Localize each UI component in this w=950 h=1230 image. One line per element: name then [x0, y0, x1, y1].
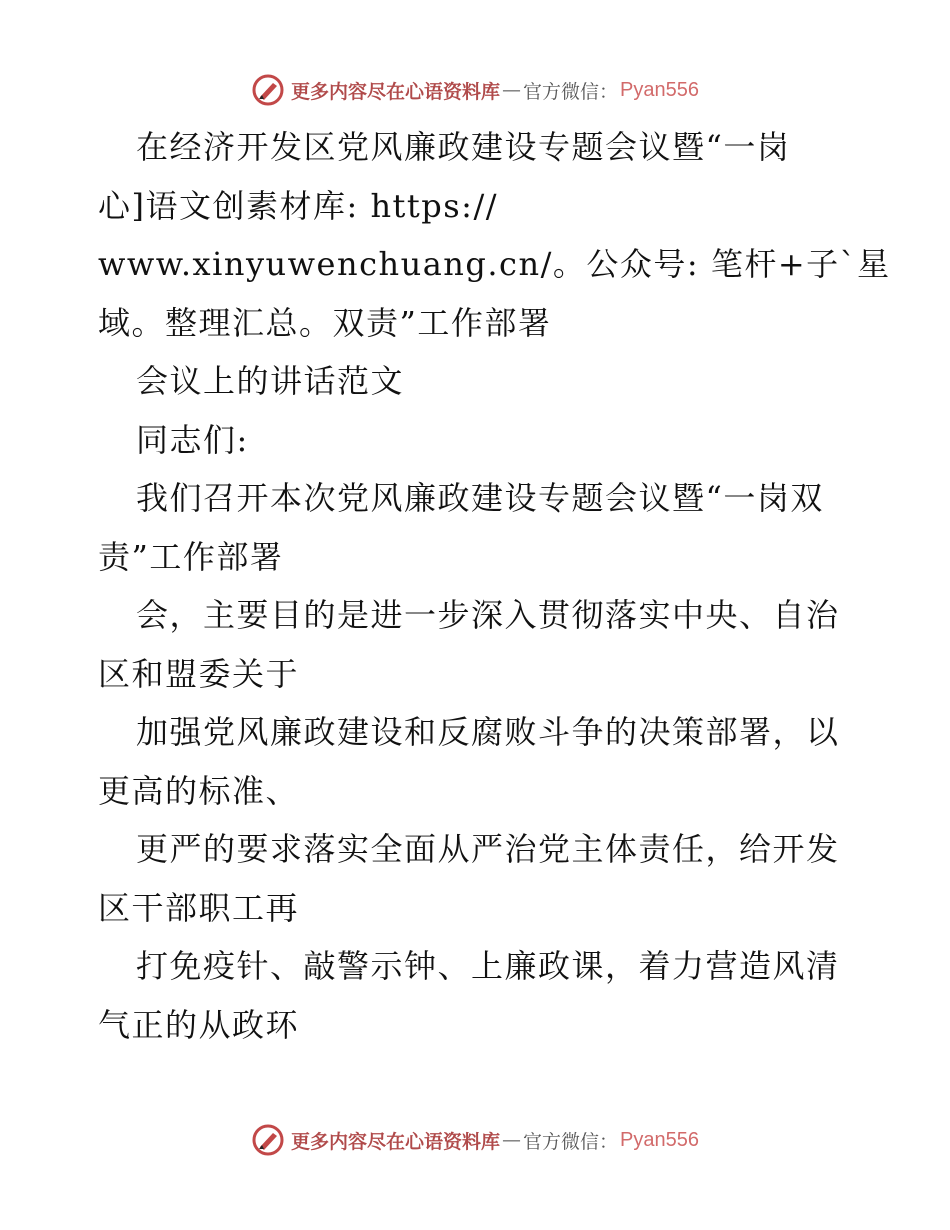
banner-id: Pyan556: [620, 78, 699, 101]
text-line: [98, 177, 858, 236]
header-watermark: [0, 70, 950, 110]
footer-watermark: [0, 1120, 950, 1160]
text-line: [98, 235, 891, 294]
banner-brand: 更多内容尽在心语资料库: [291, 80, 501, 103]
text-line: 会议上的讲话范文: [136, 362, 405, 400]
text-line: 责”工作部署: [98, 537, 284, 576]
document-body: [98, 118, 891, 1054]
text-line: 加强党风廉政建设和反腐败斗争的决策部署，以: [136, 713, 840, 751]
text-line: 更高的标准、: [98, 771, 300, 810]
banner-label: 官方微信：: [523, 1130, 619, 1153]
text-line: 气正的从政环: [98, 1005, 300, 1044]
text-segment: 心]语文创素材库: https://: [98, 186, 499, 225]
banner-label: 官方微信：: [523, 80, 619, 103]
text-segment: www.xinyuwenchuang.cn/。公众号: 笔杆+子`星: [98, 245, 891, 283]
text-line: 会，主要目的是进一步深入贯彻落实中央、自治: [136, 596, 840, 634]
text-line: 区和盟委关于: [98, 654, 300, 693]
banner-separator: —: [502, 1129, 522, 1151]
brand-logo-icon: [251, 73, 285, 107]
text-line: 更严的要求落实全面从严治党主体责任，给开发: [136, 830, 840, 868]
text-line: 我们召开本次党风廉政建设专题会议暨“一岗双: [136, 479, 824, 517]
text-line: 在经济开发区党风廉政建设专题会议暨“一岗: [136, 128, 791, 166]
brand-logo-icon: [251, 1123, 285, 1157]
text-line: 同志们:: [136, 420, 249, 459]
banner-brand: 更多内容尽在心语资料库: [291, 1130, 501, 1153]
text-line: 域。整理汇总。双责”工作部署: [98, 303, 552, 342]
text-line: 打免疫针、敲警示钟、上廉政课，着力营造风清: [136, 947, 840, 985]
banner-separator: —: [502, 79, 522, 101]
banner-id: Pyan556: [620, 1128, 699, 1151]
text-line: 区干部职工再: [98, 888, 300, 927]
